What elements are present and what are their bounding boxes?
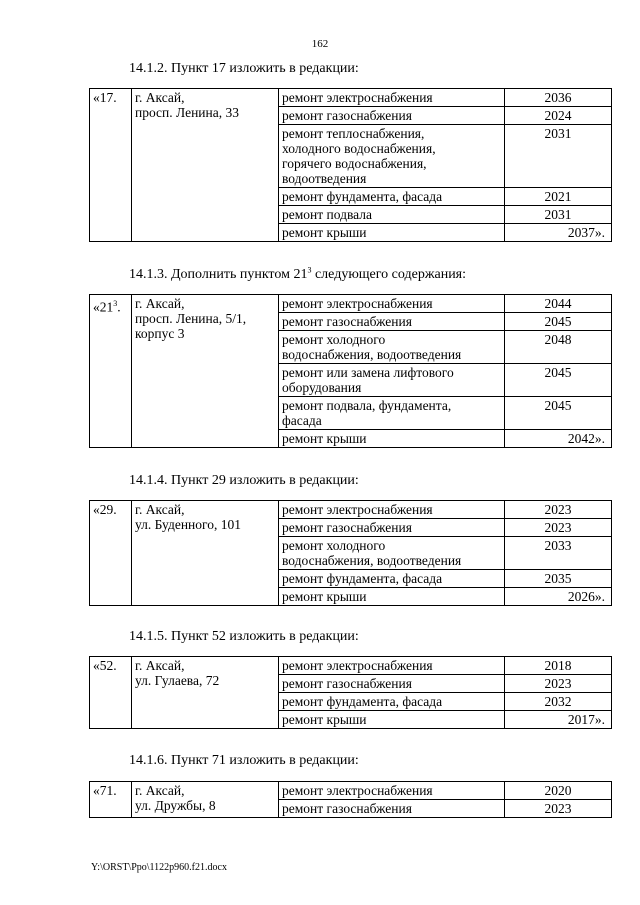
work-year: 2033 [505,537,612,570]
table-row [90,782,612,800]
work-year: 2045 [505,364,612,397]
work-year: 2031 [505,206,612,224]
work-year: 2037». [505,224,612,242]
item-number: «29. [90,501,132,606]
address-cell: г. Аксай, ул. Дружбы, 8 [132,782,279,818]
work-year: 2020 [505,782,612,800]
work-type: ремонт или замена лифтового оборудования [279,364,505,397]
item-number: «71. [90,782,132,818]
work-year: 2045 [505,397,612,430]
work-year: 2021 [505,188,612,206]
item-number: «$21^3$. [90,295,132,448]
address-cell: г. Аксай, просп. Ленина, 33 [132,89,279,242]
table-row [90,89,612,107]
work-type: ремонт фундамента, фасада [279,570,505,588]
table-row [90,657,612,675]
repair-table-item-21-3 [89,294,612,448]
work-year: 2032 [505,693,612,711]
work-year: 2017». [505,711,612,729]
repair-table-item-17 [89,88,612,242]
section-heading-14-1-4: 14.1.4. Пункт 29 изложить в редакции: [129,473,359,488]
work-type: ремонт подвала [279,206,505,224]
work-year: 2036 [505,89,612,107]
section-heading-14-1-2: 14.1.2. Пункт 17 изложить в редакции: [129,61,359,76]
work-type: ремонт газоснабжения [279,800,505,818]
work-type: ремонт электроснабжения [279,89,505,107]
work-type: ремонт теплоснабжения, холодного водоснабжения, горячего водоснабжения, водоотведения [279,125,505,188]
work-year: 2018 [505,657,612,675]
work-year: 2026». [505,588,612,606]
work-type: ремонт крыши [279,224,505,242]
item-number: «17. [90,89,132,242]
work-year: 2023 [505,501,612,519]
page-number: 162 [311,38,329,50]
work-type: ремонт холодного водоснабжения, водоотведения [279,537,505,570]
work-type: ремонт электроснабжения [279,295,505,313]
repair-table-item-29 [89,500,612,606]
work-type: ремонт фундамента, фасада [279,693,505,711]
work-year: 2023 [505,800,612,818]
table-row [90,501,612,519]
work-year: 2042». [505,430,612,448]
work-type: ремонт газоснабжения [279,675,505,693]
repair-table-item-52 [89,656,612,729]
table-row [90,295,612,313]
work-type: ремонт электроснабжения [279,782,505,800]
work-type: ремонт газоснабжения [279,313,505,331]
work-type: ремонт газоснабжения [279,107,505,125]
section-heading-14-1-6: 14.1.6. Пункт 71 изложить в редакции: [129,753,359,768]
section-heading-14-1-3: 14.1.3. Дополнить пунктом $21^3$ следующего содержания: [129,265,467,282]
work-type: ремонт крыши [279,588,505,606]
work-type: ремонт крыши [279,430,505,448]
work-type: ремонт электроснабжения [279,657,505,675]
address-cell: г. Аксай, ул. Гулаева, 72 [132,657,279,729]
file-path-footer: Y:\ORST\Ppo\1122p960.f21.docx [91,862,227,873]
work-type: ремонт холодного водоснабжения, водоотведения [279,331,505,364]
work-year: 2024 [505,107,612,125]
work-year: 2044 [505,295,612,313]
work-type: ремонт фундамента, фасада [279,188,505,206]
work-year: 2035 [505,570,612,588]
work-type: ремонт подвала, фундамента, фасада [279,397,505,430]
work-year: 2045 [505,313,612,331]
work-type: ремонт электроснабжения [279,501,505,519]
address-cell: г. Аксай, просп. Ленина, 5/1, корпус 3 [132,295,279,448]
work-year: 2048 [505,331,612,364]
item-number: «52. [90,657,132,729]
repair-table-item-71 [89,781,612,818]
work-type: ремонт газоснабжения [279,519,505,537]
work-year: 2031 [505,125,612,188]
section-heading-14-1-5: 14.1.5. Пункт 52 изложить в редакции: [129,629,359,644]
address-cell: г. Аксай, ул. Буденного, 101 [132,501,279,606]
work-year: 2023 [505,675,612,693]
work-year: 2023 [505,519,612,537]
work-type: ремонт крыши [279,711,505,729]
